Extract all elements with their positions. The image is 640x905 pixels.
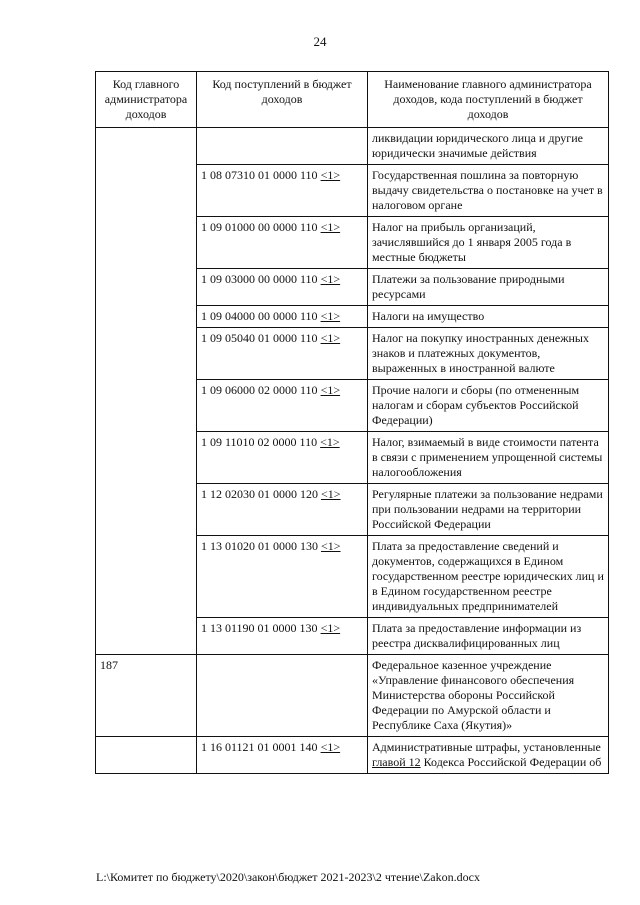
table-row bbox=[96, 737, 609, 774]
revenue-code-cell bbox=[197, 128, 368, 165]
revenue-name-cell: Федеральное казенное учреждение «Управление финансового обеспечения Министерства обороны Российской Федерации по Амурской области и Республике Саха (Якутия)» bbox=[368, 655, 609, 737]
revenue-name-cell: Регулярные платежи за пользование недрами при пользовании недрами на территории Российской Федерации bbox=[368, 484, 609, 536]
footnote-link[interactable]: <1> bbox=[321, 539, 341, 553]
footnote-link[interactable]: <1> bbox=[320, 168, 341, 182]
revenue-table bbox=[95, 71, 609, 774]
revenue-code-cell bbox=[197, 328, 368, 380]
chapter-link[interactable]: главой 12 bbox=[372, 755, 421, 769]
footnote-link[interactable]: <1> bbox=[320, 272, 341, 286]
footnote-link[interactable]: <1> bbox=[320, 435, 340, 449]
table-body bbox=[96, 128, 609, 774]
revenue-code-cell bbox=[197, 269, 368, 306]
revenue-code-cell bbox=[197, 536, 368, 618]
revenue-name-cell: Государственная пошлина за повторную выдачу свидетельства о постановке на учет в налоговом органе bbox=[368, 165, 609, 217]
name-text: Кодекса Российской Федерации об bbox=[420, 755, 602, 769]
revenue-code-cell bbox=[197, 165, 368, 217]
revenue-name-cell: Налог на прибыль организаций, зачислявшийся до 1 января 2005 года в местные бюджеты bbox=[368, 217, 609, 269]
revenue-name-cell: Платежи за пользование природными ресурсами bbox=[368, 269, 609, 306]
revenue-code: 1 16 01121 01 0001 140 bbox=[201, 740, 318, 754]
revenue-code-cell bbox=[197, 306, 368, 328]
revenue-code: 1 13 01020 01 0000 130 bbox=[201, 539, 318, 553]
revenue-code-cell bbox=[197, 432, 368, 484]
admin-code-cell: 187 bbox=[96, 655, 197, 737]
header-name: Наименование главного администратора доходов, кода поступлений в бюджет доходов bbox=[368, 72, 609, 128]
footnote-link[interactable]: <1> bbox=[320, 220, 341, 234]
revenue-code: 1 08 07310 01 0000 110 bbox=[201, 168, 318, 182]
header-revenue-code: Код поступлений в бюджет доходов bbox=[197, 72, 368, 128]
revenue-code: 1 09 01000 00 0000 110 bbox=[201, 220, 318, 234]
table-row bbox=[96, 128, 609, 165]
revenue-code-cell bbox=[197, 737, 368, 774]
table-row bbox=[96, 655, 609, 737]
revenue-code: 1 09 11010 02 0000 110 bbox=[201, 435, 318, 449]
name-text: Административные штрафы, установленные bbox=[372, 740, 601, 754]
revenue-name-cell: Плата за предоставление сведений и документов, содержащихся в Едином государственном реестре юридических лиц и в Едином государственном реестре индивидуальных предпринимателей bbox=[368, 536, 609, 618]
revenue-code-cell bbox=[197, 217, 368, 269]
revenue-code: 1 09 04000 00 0000 110 bbox=[201, 309, 318, 323]
header-admin-code: Код главного администратора доходов bbox=[96, 72, 197, 128]
revenue-name-cell: Налоги на имущество bbox=[368, 306, 609, 328]
revenue-name-cell bbox=[368, 737, 609, 774]
revenue-code: 1 13 01190 01 0000 130 bbox=[201, 621, 318, 635]
revenue-name-cell: Налог, взимаемый в виде стоимости патента в связи с применением упрощенной системы налогообложения bbox=[368, 432, 609, 484]
page-number: 24 bbox=[313, 34, 327, 49]
file-path-footer: L:\Комитет по бюджету\2020\закон\бюджет 2021-2023\2 чтение\Zakon.docx bbox=[96, 870, 480, 884]
revenue-code-cell bbox=[197, 655, 368, 737]
revenue-code-cell bbox=[197, 618, 368, 655]
revenue-name-cell: Плата за предоставление информации из реестра дисквалифицированных лиц bbox=[368, 618, 609, 655]
revenue-code: 1 09 06000 02 0000 110 bbox=[201, 383, 318, 397]
revenue-name-cell: Прочие налоги и сборы (по отмененным налогам и сборам субъектов Российской Федерации) bbox=[368, 380, 609, 432]
footnote-link[interactable]: <1> bbox=[320, 383, 341, 397]
footnote-link[interactable]: <1> bbox=[320, 740, 341, 754]
revenue-code: 1 12 02030 01 0000 120 bbox=[201, 487, 318, 501]
revenue-name-cell: Налог на покупку иностранных денежных знаков и платежных документов, выраженных в иностранной валюте bbox=[368, 328, 609, 380]
revenue-name-cell: ликвидации юридического лица и другие юридически значимые действия bbox=[368, 128, 609, 165]
footnote-link[interactable]: <1> bbox=[320, 621, 341, 635]
revenue-code-cell bbox=[197, 484, 368, 536]
footnote-link[interactable]: <1> bbox=[320, 331, 341, 345]
admin-code-cell bbox=[96, 737, 197, 774]
footnote-link[interactable]: <1> bbox=[321, 487, 341, 501]
footnote-link[interactable]: <1> bbox=[320, 309, 341, 323]
admin-code-cell bbox=[96, 128, 197, 655]
revenue-code: 1 09 03000 00 0000 110 bbox=[201, 272, 318, 286]
revenue-code: 1 09 05040 01 0000 110 bbox=[201, 331, 318, 345]
table-header-row bbox=[96, 72, 609, 128]
revenue-code-cell bbox=[197, 380, 368, 432]
